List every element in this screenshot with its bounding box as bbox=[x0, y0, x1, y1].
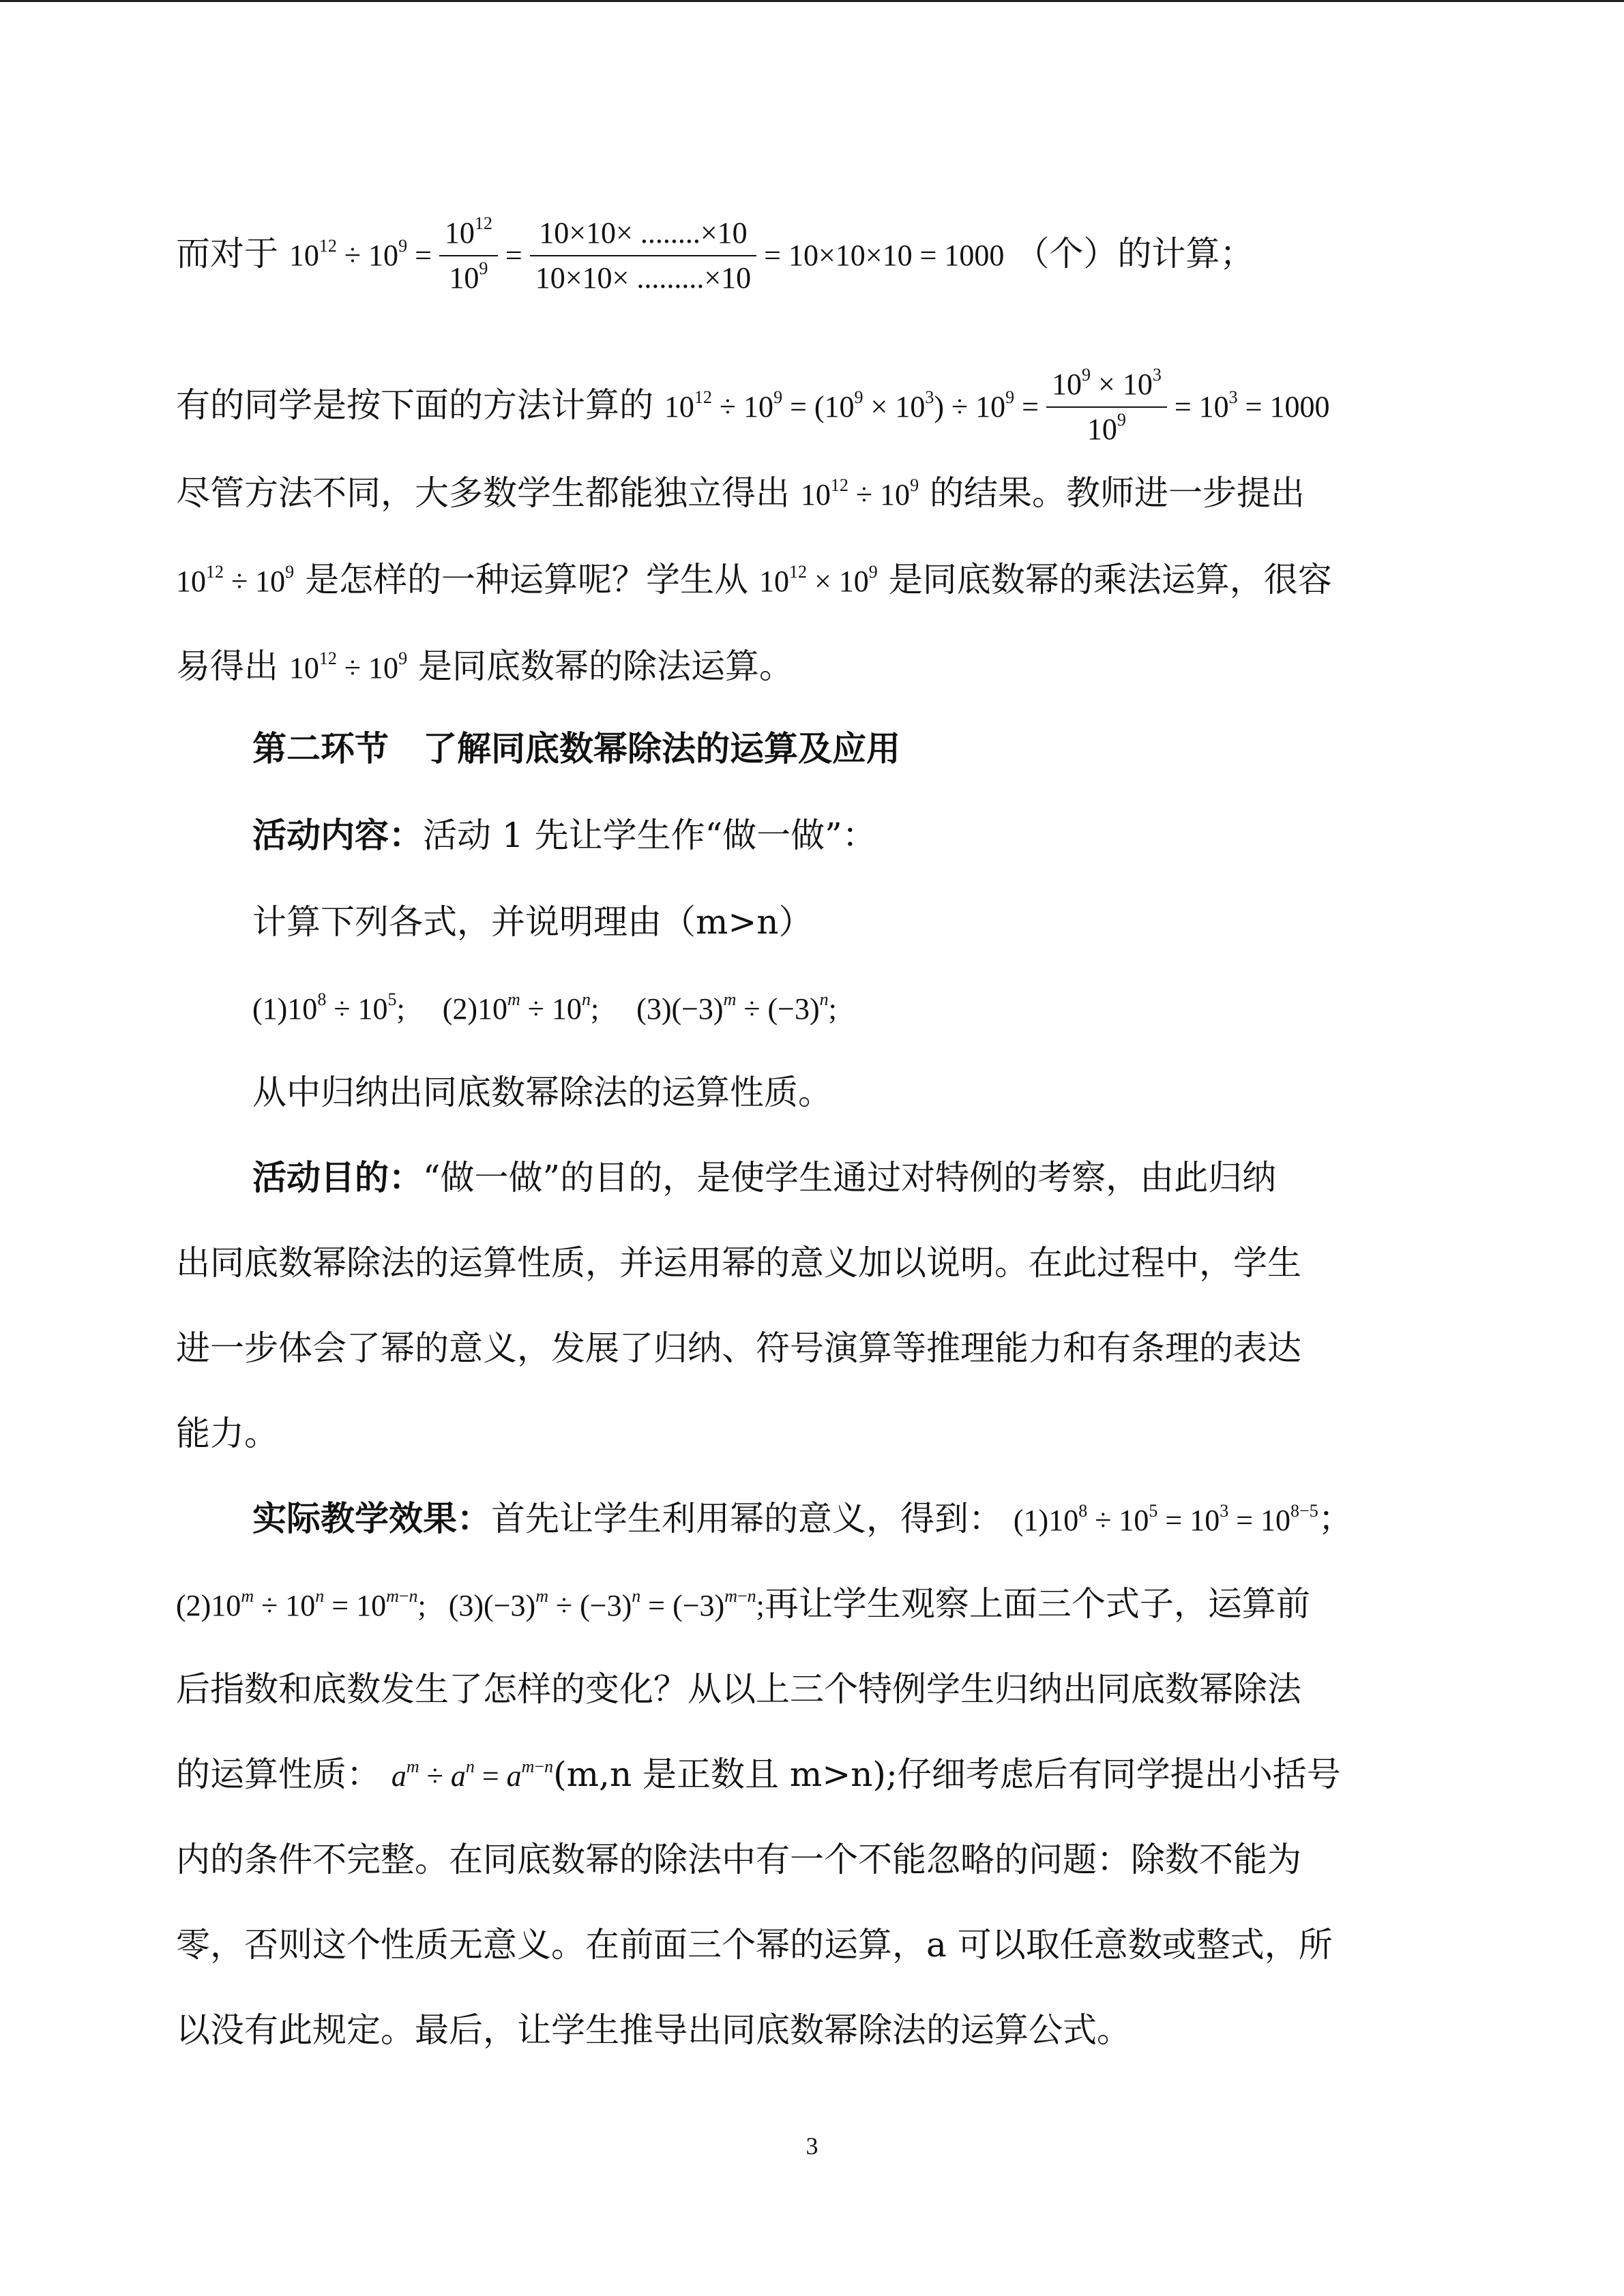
goal-line-2: 出同底数幂除法的运算性质，并运用幂的意义加以说明。在此过程中，学生 bbox=[176, 1243, 1301, 1283]
goal-line-3: 进一步体会了幂的意义，发展了归纳、符号演算等推理能力和有条理的表达 bbox=[176, 1328, 1301, 1368]
text-span: 有的同学是按下面的方法计算的 bbox=[176, 385, 653, 426]
formula-inline: $10^{12} \div 10^9$ bbox=[176, 562, 295, 598]
section-heading: 第二环节 了解同底数幂除法的运算及应用 bbox=[252, 728, 900, 769]
induce-line: 从中归纳出同底数幂除法的运算性质。 bbox=[252, 1073, 832, 1112]
text-span: 而对于 bbox=[176, 234, 278, 274]
text-span: 首先让学生利用幂的意义，得到： bbox=[491, 1499, 1003, 1538]
formula-division-expand: $10^{12} \div 10^9$ = $\frac{10^{12}}{10^9}$ = $\frac{10\times 10\times ........\times 10}{10\times 10\times .........\times 10}$ = 10×10×10 = 1000 bbox=[289, 213, 1005, 295]
text-span: 易得出 bbox=[176, 646, 278, 686]
text-span: 的结果。教师进一步提出 bbox=[929, 473, 1305, 513]
effect-label: 实际教学效果： bbox=[252, 1498, 491, 1538]
text-span: (m,n 是正数且 m>n);仔细考虑后有同学提出小括号 bbox=[553, 1755, 1341, 1794]
effect-line-7: 以没有此规定。最后，让学生推导出同底数幂除法的运算公式。 bbox=[176, 2010, 1131, 2050]
text-line-5 bbox=[176, 646, 793, 689]
effect-line-3: 后指数和底数发生了怎样的变化？从以上三个特例学生归纳出同底数幂除法 bbox=[176, 1669, 1301, 1709]
formula-result-1: $(1)10^8 \div 10^5 = 10^3 = 10^{8-5}$ bbox=[1013, 1501, 1318, 1537]
formula-general-rule: $a^m \div a^n = a^{m-n}$ bbox=[391, 1757, 554, 1793]
text-span: （个）的计算； bbox=[1015, 234, 1254, 274]
formula-result-2-3: $(2)10^m \div 10^n = 10^{m-n}$; $(3)(-3)^m \div (-3)^n = (-3)^{m-n}$; bbox=[176, 1586, 765, 1622]
activity-label: 活动内容： bbox=[252, 815, 423, 855]
effect-line-2 bbox=[176, 1583, 1310, 1626]
calc-instruction: 计算下列各式，并说明理由（m>n） bbox=[252, 902, 813, 942]
text-span: 是同底数幂的乘法运算，很容 bbox=[888, 560, 1332, 599]
text-span: 是怎样的一种运算呢？学生从 bbox=[305, 560, 749, 599]
text-span: 是同底数幂的除法运算。 bbox=[417, 646, 793, 686]
exercise-list bbox=[252, 987, 837, 1030]
text-span: 活动 1 先让学生作“做一做”： bbox=[423, 816, 876, 855]
text-span: 尽管方法不同，大多数学生都能独立得出 bbox=[176, 473, 790, 513]
effect-line-4 bbox=[176, 1754, 1341, 1797]
text-line-4 bbox=[176, 559, 1332, 602]
exercise-formulas: $(1)10^8 \div 10^5$; $(2)10^m \div 10^n$; $(3)(-3)^m \div (-3)^n$; bbox=[252, 989, 837, 1026]
effect-line-5: 内的条件不完整。在同底数幂的除法中有一个不能忽略的问题：除数不能为 bbox=[176, 1840, 1301, 1879]
goal-line-4: 能力。 bbox=[176, 1414, 278, 1453]
text-line-2 bbox=[176, 365, 1330, 451]
page-number: 3 bbox=[806, 2132, 818, 2160]
text-span: 再让学生观察上面三个式子，运算前 bbox=[764, 1584, 1310, 1624]
text-line-3 bbox=[176, 473, 1305, 516]
goal-label: 活动目的： bbox=[252, 1157, 423, 1197]
effect-line-6: 零，否则这个性质无意义。在前面三个幂的运算，a 可以取任意数或整式，所 bbox=[176, 1925, 1333, 1965]
formula-inline: $10^{12} \times 10^9$ bbox=[758, 562, 878, 598]
text-line-1 bbox=[176, 213, 1254, 300]
text-span: “做一做”的目的，是使学生通过对特例的考察，由此归纳 bbox=[423, 1158, 1277, 1197]
goal-line-1 bbox=[252, 1157, 1276, 1198]
formula-inline: $10^{12} \div 10^9$ bbox=[289, 648, 408, 685]
text-span: 的运算性质： bbox=[176, 1755, 381, 1794]
page-top-border bbox=[0, 0, 1624, 2]
activity-content bbox=[252, 815, 876, 856]
formula-alternative-method: $10^{12} \div 10^9 = (10^9 \times 10^3) \div 10^9$ = $\frac{10^9 \times 10^3}{10^9}$ = $10^3 = 1000$ bbox=[664, 365, 1330, 446]
effect-line-1: 实际教学效果：首先让学生利用幂的意义，得到： $(1)10^8 \div 10^5 = 10^3 = 10^{8-5}$； bbox=[252, 1498, 1353, 1538]
formula-inline: $10^{12} \div 10^9$ bbox=[800, 475, 919, 511]
